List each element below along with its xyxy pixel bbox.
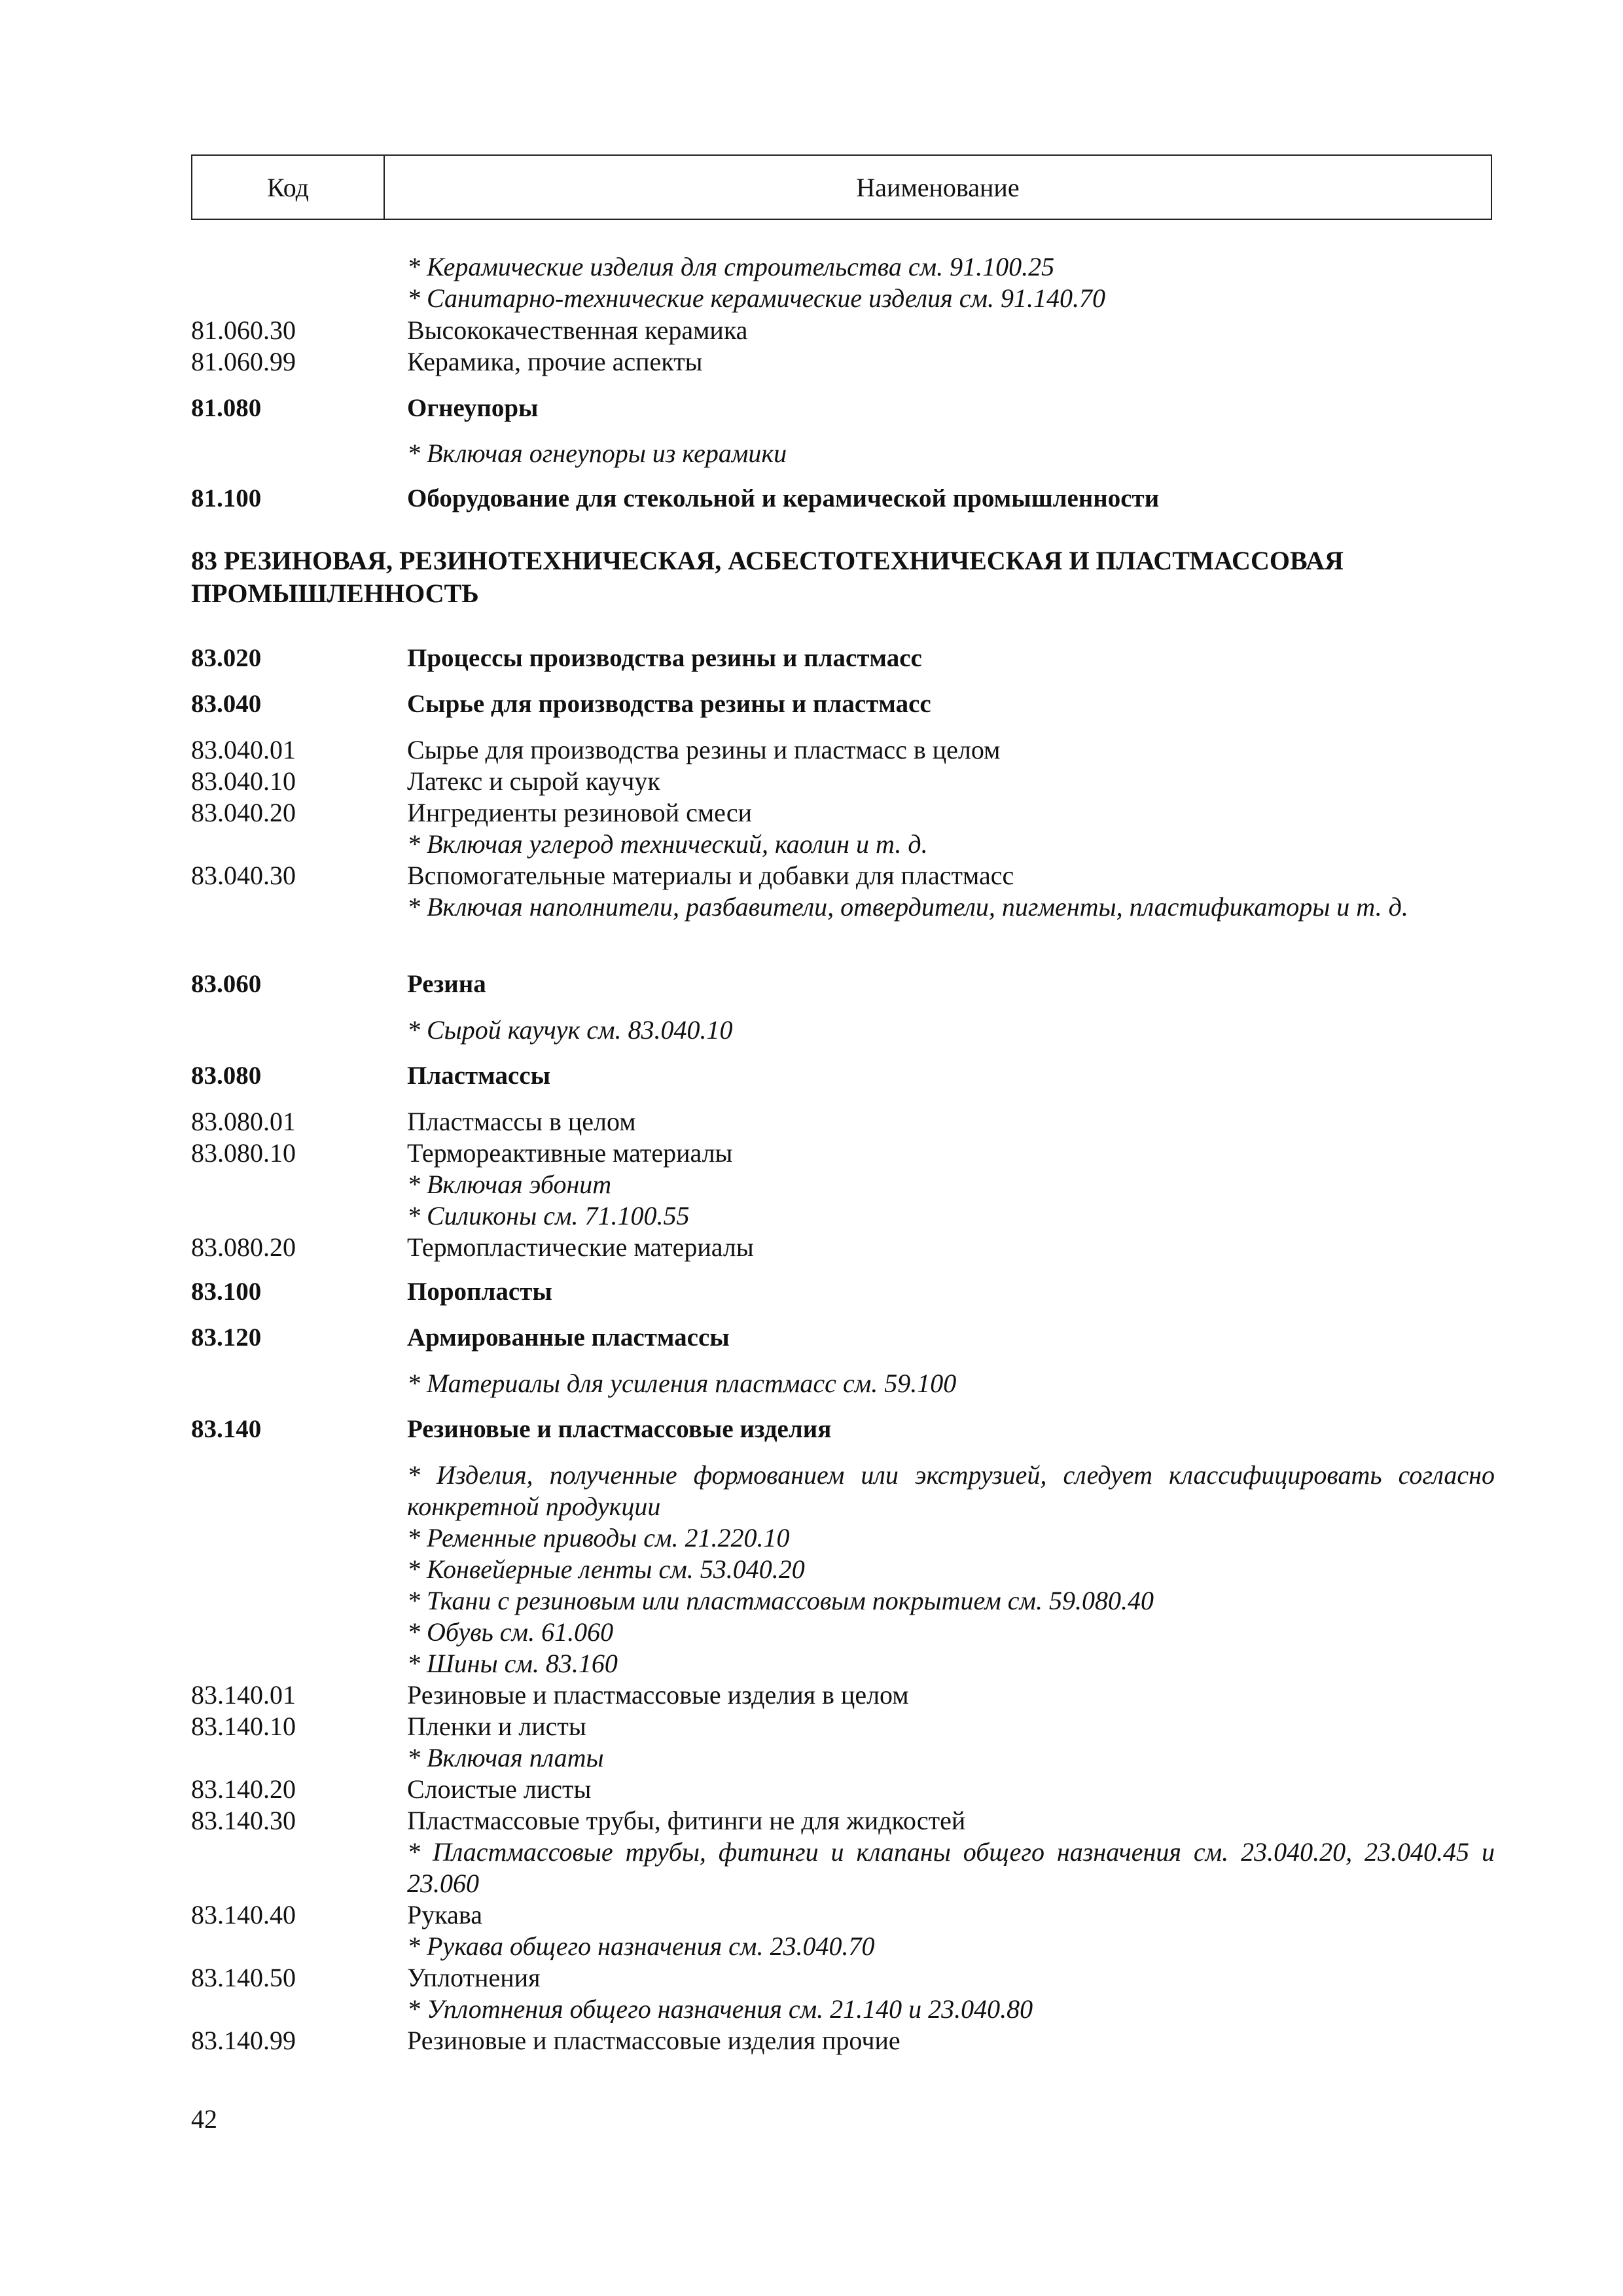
entry-title: Латекс и сырой каучук	[407, 766, 660, 796]
note: * Включая наполнители, разбавители, отвердители, пигменты, пластификаторы и т. д.	[407, 892, 1408, 922]
group-code: 83.080	[191, 1062, 262, 1090]
section-heading	[191, 545, 1493, 610]
note: * Ременные приводы см. 21.220.10	[407, 1523, 790, 1552]
group-code: 81.080	[191, 394, 262, 422]
entry-code: 83.140.99	[191, 2026, 296, 2055]
entry-title: Слоистые листы	[407, 1774, 592, 1804]
entry-title: Пластмассовые трубы, фитинги не для жидкостей	[407, 1806, 966, 1835]
entry-code: 83.140.50	[191, 1963, 296, 1992]
group-title: Сырье для производства резины и пластмасс	[407, 690, 931, 718]
entry-code: 81.060.99	[191, 347, 296, 376]
page-number: 42	[191, 2104, 217, 2134]
entry-title: Резиновые и пластмассовые изделия прочие	[407, 2026, 901, 2055]
group-code: 81.100	[191, 484, 262, 512]
entry-title: Термопластические материалы	[407, 1232, 754, 1262]
entry-code: 83.140.20	[191, 1774, 296, 1804]
group-title: Резина	[407, 970, 486, 998]
entry-code: 81.060.30	[191, 315, 296, 345]
note: * Санитарно-технические керамические изделия см. 91.140.70	[407, 283, 1105, 313]
entry-code: 83.080.20	[191, 1232, 296, 1262]
entry-title: Пластмассы в целом	[407, 1107, 636, 1136]
group-title: Резиновые и пластмассовые изделия	[407, 1415, 832, 1443]
entry-title: Керамика, прочие аспекты	[407, 347, 703, 376]
entry-title: Уплотнения	[407, 1963, 541, 1992]
entry-code: 83.040.30	[191, 861, 296, 890]
note: * Уплотнения общего назначения см. 21.140 и 23.040.80	[407, 1994, 1033, 2024]
entry-title: Сырье для производства резины и пластмасс в целом	[407, 735, 1001, 764]
entry-title: Высококачественная керамика	[407, 315, 748, 345]
note: * Обувь см. 61.060	[407, 1617, 614, 1647]
entry-code: 83.080.01	[191, 1107, 296, 1136]
entry-title: Ингредиенты резиновой смеси	[407, 798, 753, 827]
entry-title: Термореактивные материалы	[407, 1138, 733, 1168]
entry-title: Пленки и листы	[407, 1712, 586, 1741]
group-title: Оборудование для стекольной и керамической промышленности	[407, 484, 1160, 512]
table-header	[191, 154, 1492, 220]
entry-code: 83.140.10	[191, 1712, 296, 1741]
note: * Включая огнеупоры из керамики	[407, 439, 787, 468]
entry-code: 83.040.20	[191, 798, 296, 827]
section-title: РЕЗИНОВАЯ, РЕЗИНОТЕХНИЧЕСКАЯ, АСБЕСТОТЕХНИЧЕСКАЯ И ПЛАСТМАССОВАЯ ПРОМЫШЛЕННОСТЬ	[191, 546, 1344, 608]
note: * Изделия, полученные формованием или экструзией, следует классифицировать согласно конкретной продукции	[407, 1460, 1495, 1521]
note: * Силиконы см. 71.100.55	[407, 1201, 690, 1230]
note: * Включая эбонит	[407, 1170, 612, 1199]
entry-code: 83.080.10	[191, 1138, 296, 1168]
entry-title: Рукава	[407, 1900, 482, 1929]
group-code: 83.040	[191, 690, 262, 718]
header-code: Код	[267, 172, 309, 202]
group-code: 83.140	[191, 1415, 262, 1443]
note: * Шины см. 83.160	[407, 1649, 618, 1678]
entry-code: 83.040.10	[191, 766, 296, 796]
entry-code: 83.140.01	[191, 1680, 296, 1710]
group-title: Огнеупоры	[407, 394, 539, 422]
entry-title: Вспомогательные материалы и добавки для пластмасс	[407, 861, 1014, 890]
group-code: 83.100	[191, 1278, 262, 1306]
group-title: Армированные пластмассы	[407, 1323, 730, 1352]
group-code: 83.120	[191, 1323, 262, 1352]
note: * Сырой каучук см. 83.040.10	[407, 1015, 733, 1045]
note: * Пластмассовые трубы, фитинги и клапаны общего назначения см. 23.040.20, 23.040.45 и 23.060	[407, 1837, 1495, 1898]
section-number: 83	[191, 546, 217, 575]
note: * Керамические изделия для строительства см. 91.100.25	[407, 252, 1055, 281]
entry-code: 83.140.30	[191, 1806, 296, 1835]
note: * Включая платы	[407, 1743, 604, 1772]
entry-code: 83.140.40	[191, 1900, 296, 1929]
group-code: 83.020	[191, 644, 262, 672]
group-title: Пластмассы	[407, 1062, 551, 1090]
note: * Включая углерод технический, каолин и т. д.	[407, 829, 928, 859]
note: * Рукава общего назначения см. 23.040.70	[407, 1931, 875, 1961]
note: * Конвейерные ленты см. 53.040.20	[407, 1554, 805, 1584]
note: * Ткани с резиновым или пластмассовым покрытием см. 59.080.40	[407, 1586, 1154, 1615]
entry-title: Резиновые и пластмассовые изделия в целом	[407, 1680, 909, 1710]
group-title: Процессы производства резины и пластмасс	[407, 644, 922, 672]
entry-code: 83.040.01	[191, 735, 296, 764]
group-code: 83.060	[191, 970, 262, 998]
note: * Материалы для усиления пластмасс см. 59.100	[407, 1369, 957, 1398]
group-title: Поропласты	[407, 1278, 552, 1306]
header-name: Наименование	[856, 172, 1020, 202]
